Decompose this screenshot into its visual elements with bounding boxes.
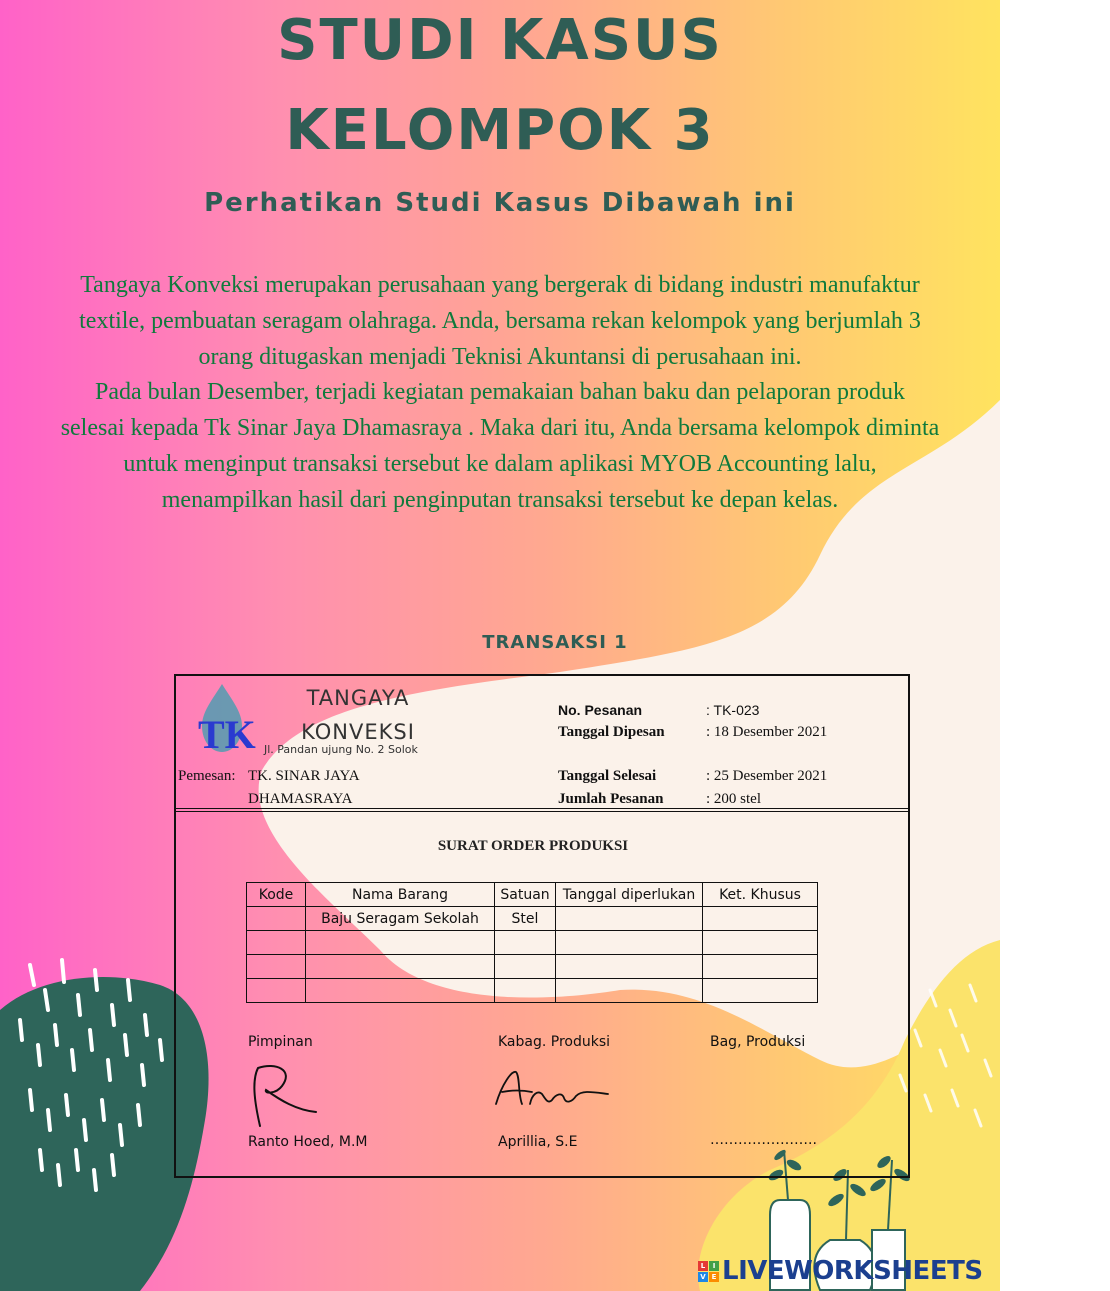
- finish-date-value: : 25 Desember 2021: [706, 768, 828, 784]
- customer-name-line1: TK. SINAR JAYA: [248, 768, 360, 784]
- case-study-text: [60, 268, 940, 519]
- form-divider: [176, 808, 908, 812]
- customer-name-line2: DHAMASRAYA: [248, 791, 353, 807]
- quantity-label: Jumlah Pesanan: [558, 791, 664, 807]
- table-row: [247, 931, 818, 955]
- main-title-line1: STUDI KASUS: [277, 8, 723, 73]
- customer-label: Pemesan:: [178, 768, 236, 784]
- company-address: Jl. Pandan ujung No. 2 Solok: [264, 743, 418, 756]
- table-cell: [247, 931, 306, 955]
- order-number-value: : TK-023: [706, 702, 760, 718]
- company-name-line1: TANGAYA: [306, 686, 410, 710]
- table-cell: Stel: [495, 907, 556, 931]
- col-header-satuan: Satuan: [495, 883, 556, 907]
- signature-pimpinan: [246, 1060, 326, 1132]
- finish-date-label: Tanggal Selesai: [558, 768, 657, 784]
- badge-letter: I: [709, 1261, 719, 1271]
- signature-label-pimpinan: Pimpinan: [248, 1034, 313, 1050]
- table-cell: [247, 907, 306, 931]
- brand-badge-icon: [698, 1261, 719, 1282]
- badge-letter: V: [698, 1272, 708, 1282]
- table-row: [247, 979, 818, 1003]
- table-row: [247, 955, 818, 979]
- production-order-form: [174, 674, 910, 1178]
- quantity-value: : 200 stel: [706, 791, 761, 807]
- table-cell: [703, 979, 818, 1003]
- table-cell: [306, 931, 495, 955]
- table-cell: [703, 955, 818, 979]
- table-cell: [495, 931, 556, 955]
- table-cell: [247, 955, 306, 979]
- table-row: [247, 907, 818, 931]
- order-number-label: No. Pesanan: [558, 702, 643, 718]
- subtitle: Perhatikan Studi Kasus Dibawah ini: [204, 188, 796, 218]
- signature-label-kabag: Kabag. Produksi: [498, 1034, 611, 1050]
- order-date-label: Tanggal Dipesan: [558, 724, 665, 740]
- table-cell: Baju Seragam Sekolah: [306, 907, 495, 931]
- table-cell: [703, 907, 818, 931]
- col-header-tanggal: Tanggal diperlukan: [556, 883, 703, 907]
- document-title: SURAT ORDER PRODUKSI: [437, 838, 629, 854]
- logo-letters: TK: [198, 712, 256, 757]
- table-cell: [495, 955, 556, 979]
- table-cell: [703, 931, 818, 955]
- signature-kabag: [492, 1064, 612, 1114]
- badge-letter: L: [698, 1261, 708, 1271]
- company-name-line2: KONVEKSI: [301, 720, 415, 744]
- table-cell: [556, 979, 703, 1003]
- signature-name-bag: …………………..: [710, 1132, 817, 1148]
- table-cell: [306, 955, 495, 979]
- col-header-nama-barang: Nama Barang: [306, 883, 495, 907]
- table-cell: [556, 931, 703, 955]
- brand-name: LIVEWORKSHEETS: [722, 1256, 983, 1286]
- signature-label-bag: Bag, Produksi: [710, 1034, 806, 1050]
- table-header-row: [247, 883, 818, 907]
- table-cell: [306, 979, 495, 1003]
- liveworksheets-brand: [698, 1256, 983, 1286]
- badge-letter: E: [709, 1272, 719, 1282]
- col-header-kode: Kode: [247, 883, 306, 907]
- order-table: [246, 882, 818, 1003]
- story-paragraph-1: Tangaya Konveksi merupakan perusahaan yang bergerak di bidang industri manufaktur textile, pembuatan seragam olahraga. Anda, bersama rekan kelompok yang berjumlah 3 orang ditugaskan menjadi Teknisi Akuntansi di perusahaan ini.: [79, 272, 921, 370]
- signature-name-kabag: Aprillia, S.E: [498, 1134, 578, 1150]
- main-title-line2: KELOMPOK 3: [285, 98, 715, 163]
- story-paragraph-2: Pada bulan Desember, terjadi kegiatan pemakaian bahan baku dan pelaporan produk selesai kepada Tk Sinar Jaya Dhamasraya . Maka dari itu, Anda bersama kelompok diminta untuk menginput transaksi tersebut ke dalam aplikasi MYOB Accounting lalu, menampilkan hasil dari penginputan transaksi tersebut ke depan kelas.: [60, 379, 940, 513]
- signature-name-pimpinan: Ranto Hoed, M.M: [248, 1134, 368, 1150]
- transaction-label: TRANSAKSI 1: [482, 632, 628, 653]
- table-cell: [495, 979, 556, 1003]
- company-logo: [194, 682, 256, 757]
- table-cell: [247, 979, 306, 1003]
- table-cell: [556, 907, 703, 931]
- col-header-ket: Ket. Khusus: [703, 883, 818, 907]
- table-cell: [556, 955, 703, 979]
- order-date-value: : 18 Desember 2021: [706, 724, 828, 740]
